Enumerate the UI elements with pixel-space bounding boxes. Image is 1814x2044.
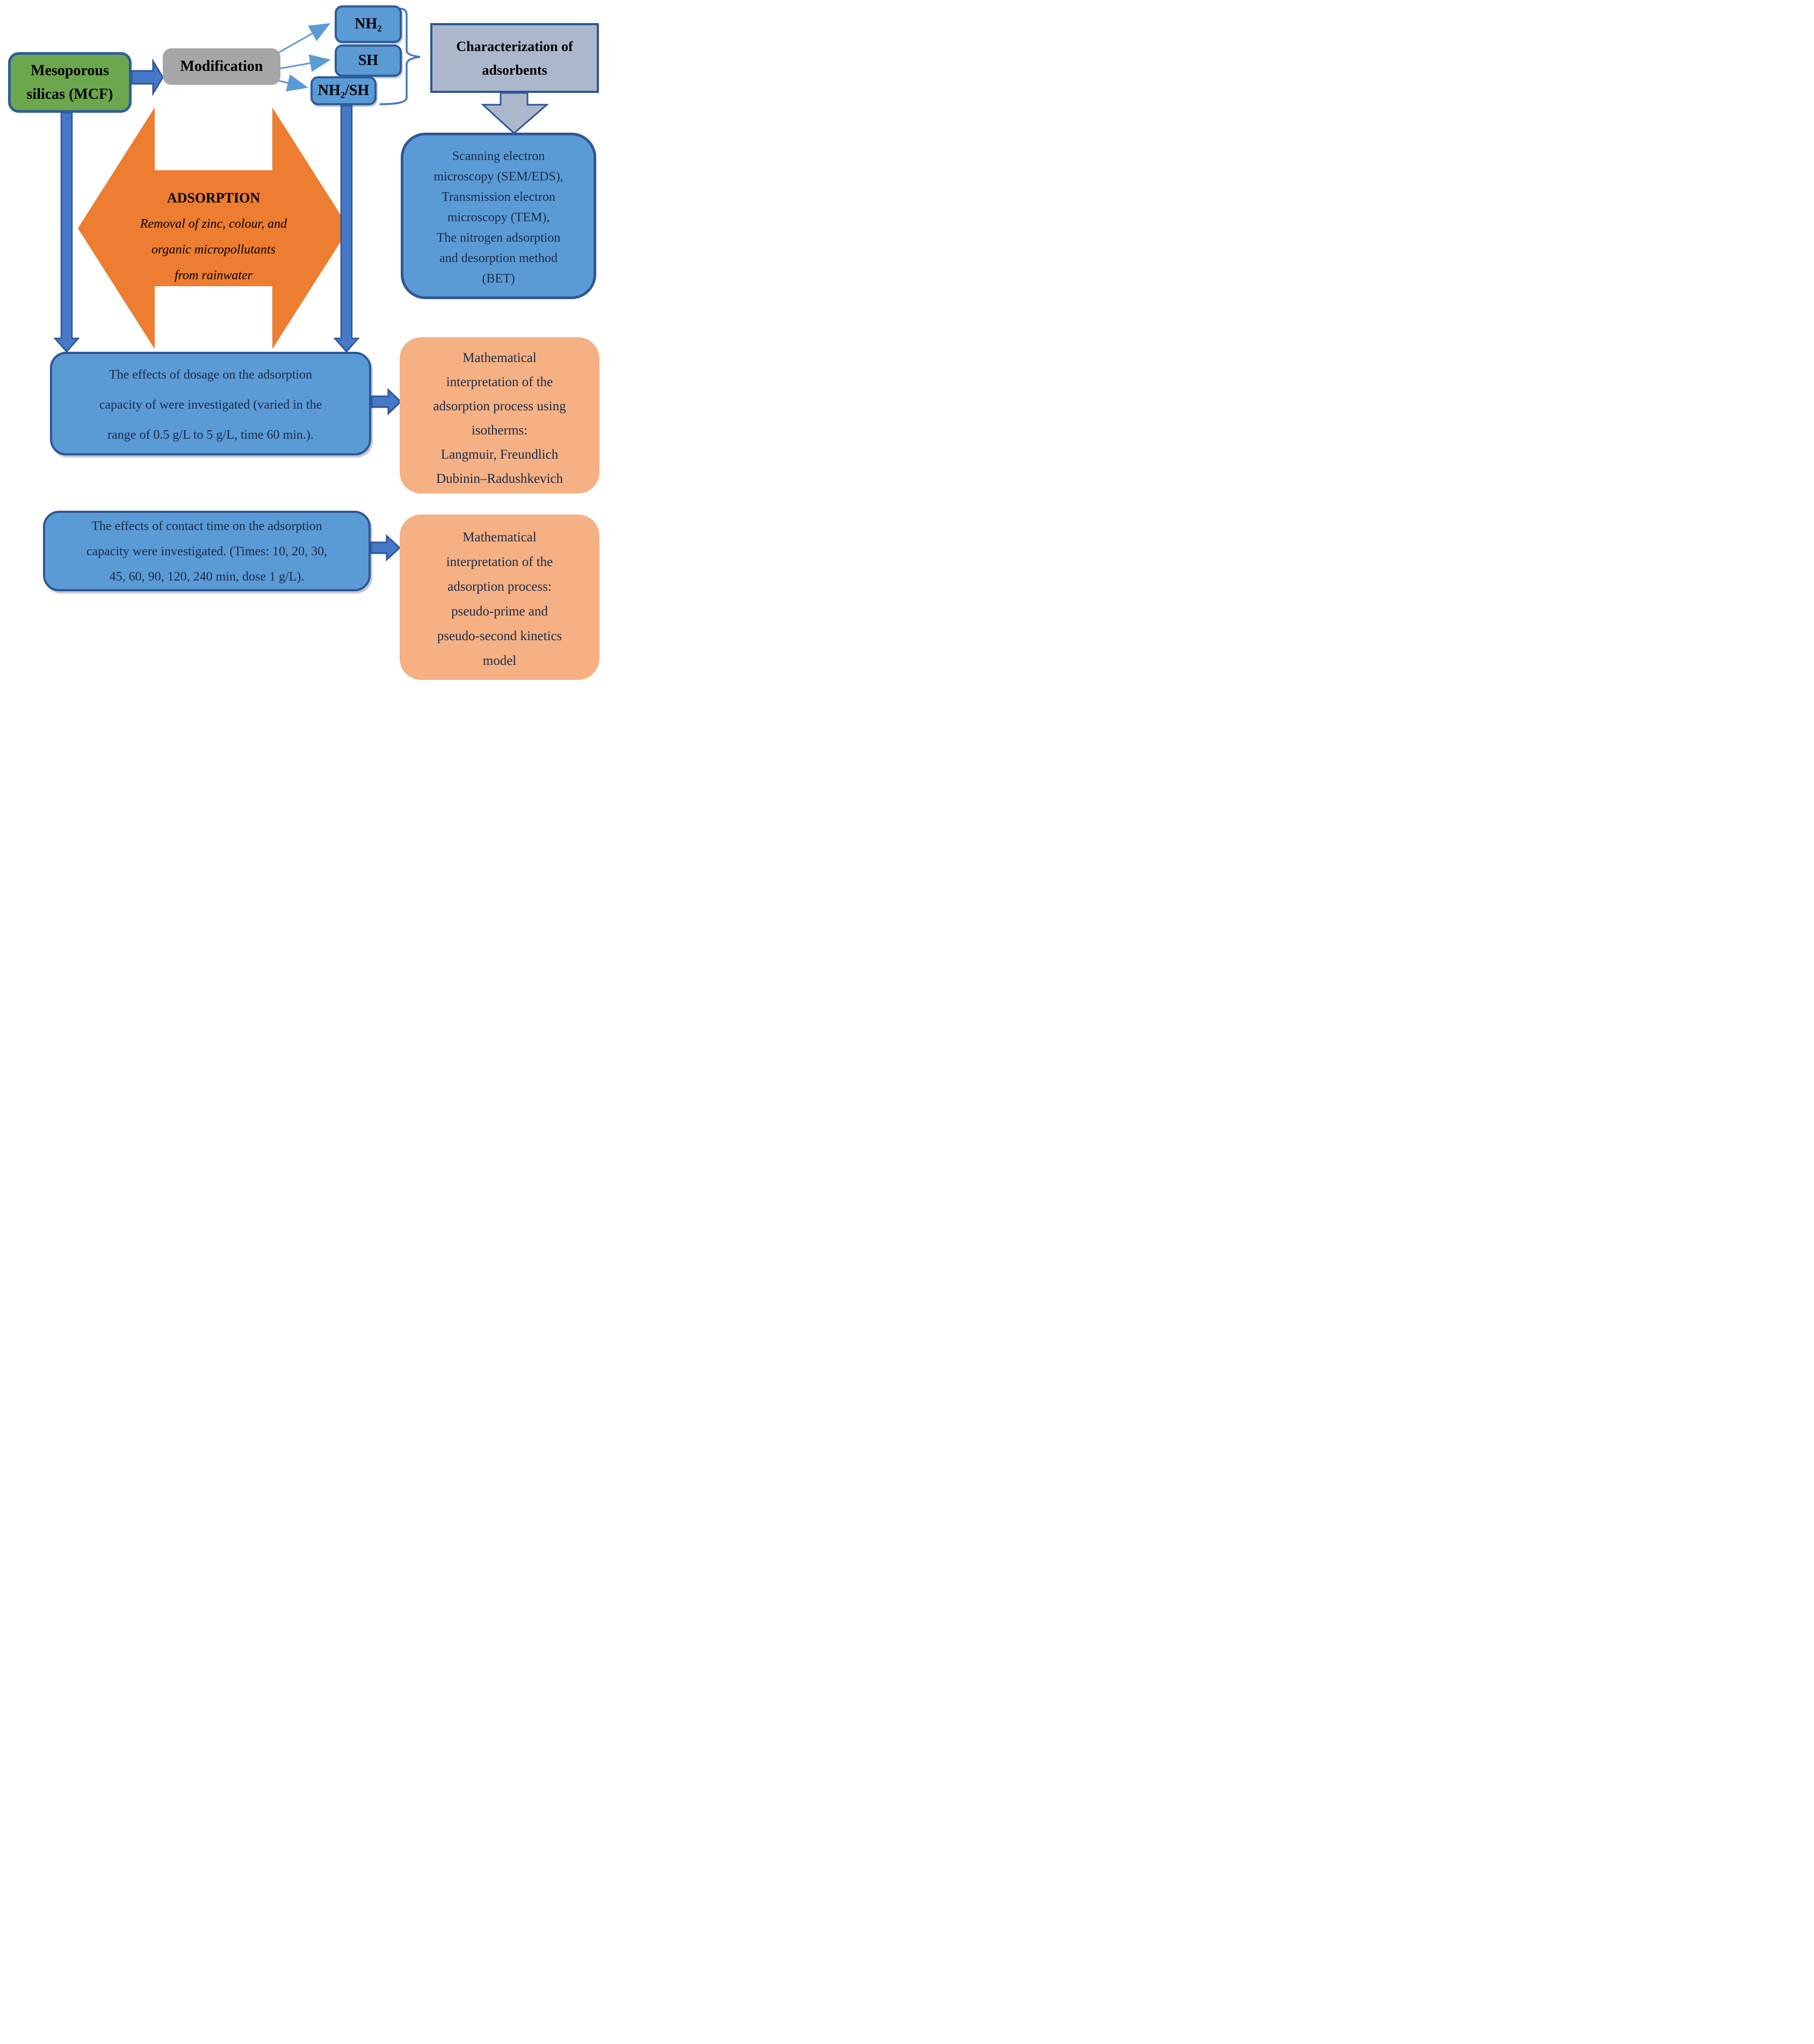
dosage-to-isotherms-arrow (371, 390, 401, 414)
characterization-down-arrow (483, 93, 547, 133)
green-to-modification-arrow (132, 61, 163, 93)
nh2-adsorbent-box (335, 5, 402, 43)
modification-box (163, 48, 280, 85)
dosage-effects-box: The effects of dosage on the adsorption capacity of were investigated (varied in the range of 0.5 g/L to 5 g/L, time 60 min.). (50, 352, 371, 455)
contact-to-kinetics-arrow (371, 536, 400, 560)
characterization-box: Characterization of adsorbents (430, 23, 599, 93)
sh-adsorbent-box (335, 45, 402, 77)
contact-time-effects-box: The effects of contact time on the adsorption capacity were investigated. (Times: 10, 20, 30, 45, 60, 90, 120, 240 min, dose 1 g/L). (43, 511, 371, 591)
adsorption-flow-diagram (0, 0, 605, 682)
mesoporous-silicas-box: Mesoporous silicas (MCF) (8, 52, 132, 113)
adsorption-title: ADSORPTION (167, 190, 261, 206)
left-down-arrow (55, 113, 78, 352)
adsorption-subtitle: Removal of zinc, colour, and organic micropollutants from rainwater (140, 217, 287, 282)
adsorption-arrow-label (134, 185, 293, 288)
modification-to-sh-arrow (278, 60, 328, 69)
nh2-sh-label: NH₂/SH (317, 82, 370, 99)
modification-label: Modification (180, 58, 263, 75)
kinetics-box: Mathematical interpretation of the adsorption process: pseudo-prime and pseudo-second kinetics model (400, 514, 599, 680)
sh-label: SH (358, 52, 379, 69)
characterization-methods-box: Scanning electron microscopy (SEM/EDS), Transmission electron microscopy (TEM), The nitrogen adsorption and desorption method (BET) (401, 133, 596, 299)
nh2-label: NH₂ (355, 16, 382, 32)
isotherms-box: Mathematical interpretation of the adsorption process using isotherms: Langmuir, Freundlich Dubinin–Radushkevich (400, 337, 599, 494)
nh2-sh-adsorbent-box (310, 76, 377, 105)
modification-to-nh2-arrow (277, 25, 328, 54)
